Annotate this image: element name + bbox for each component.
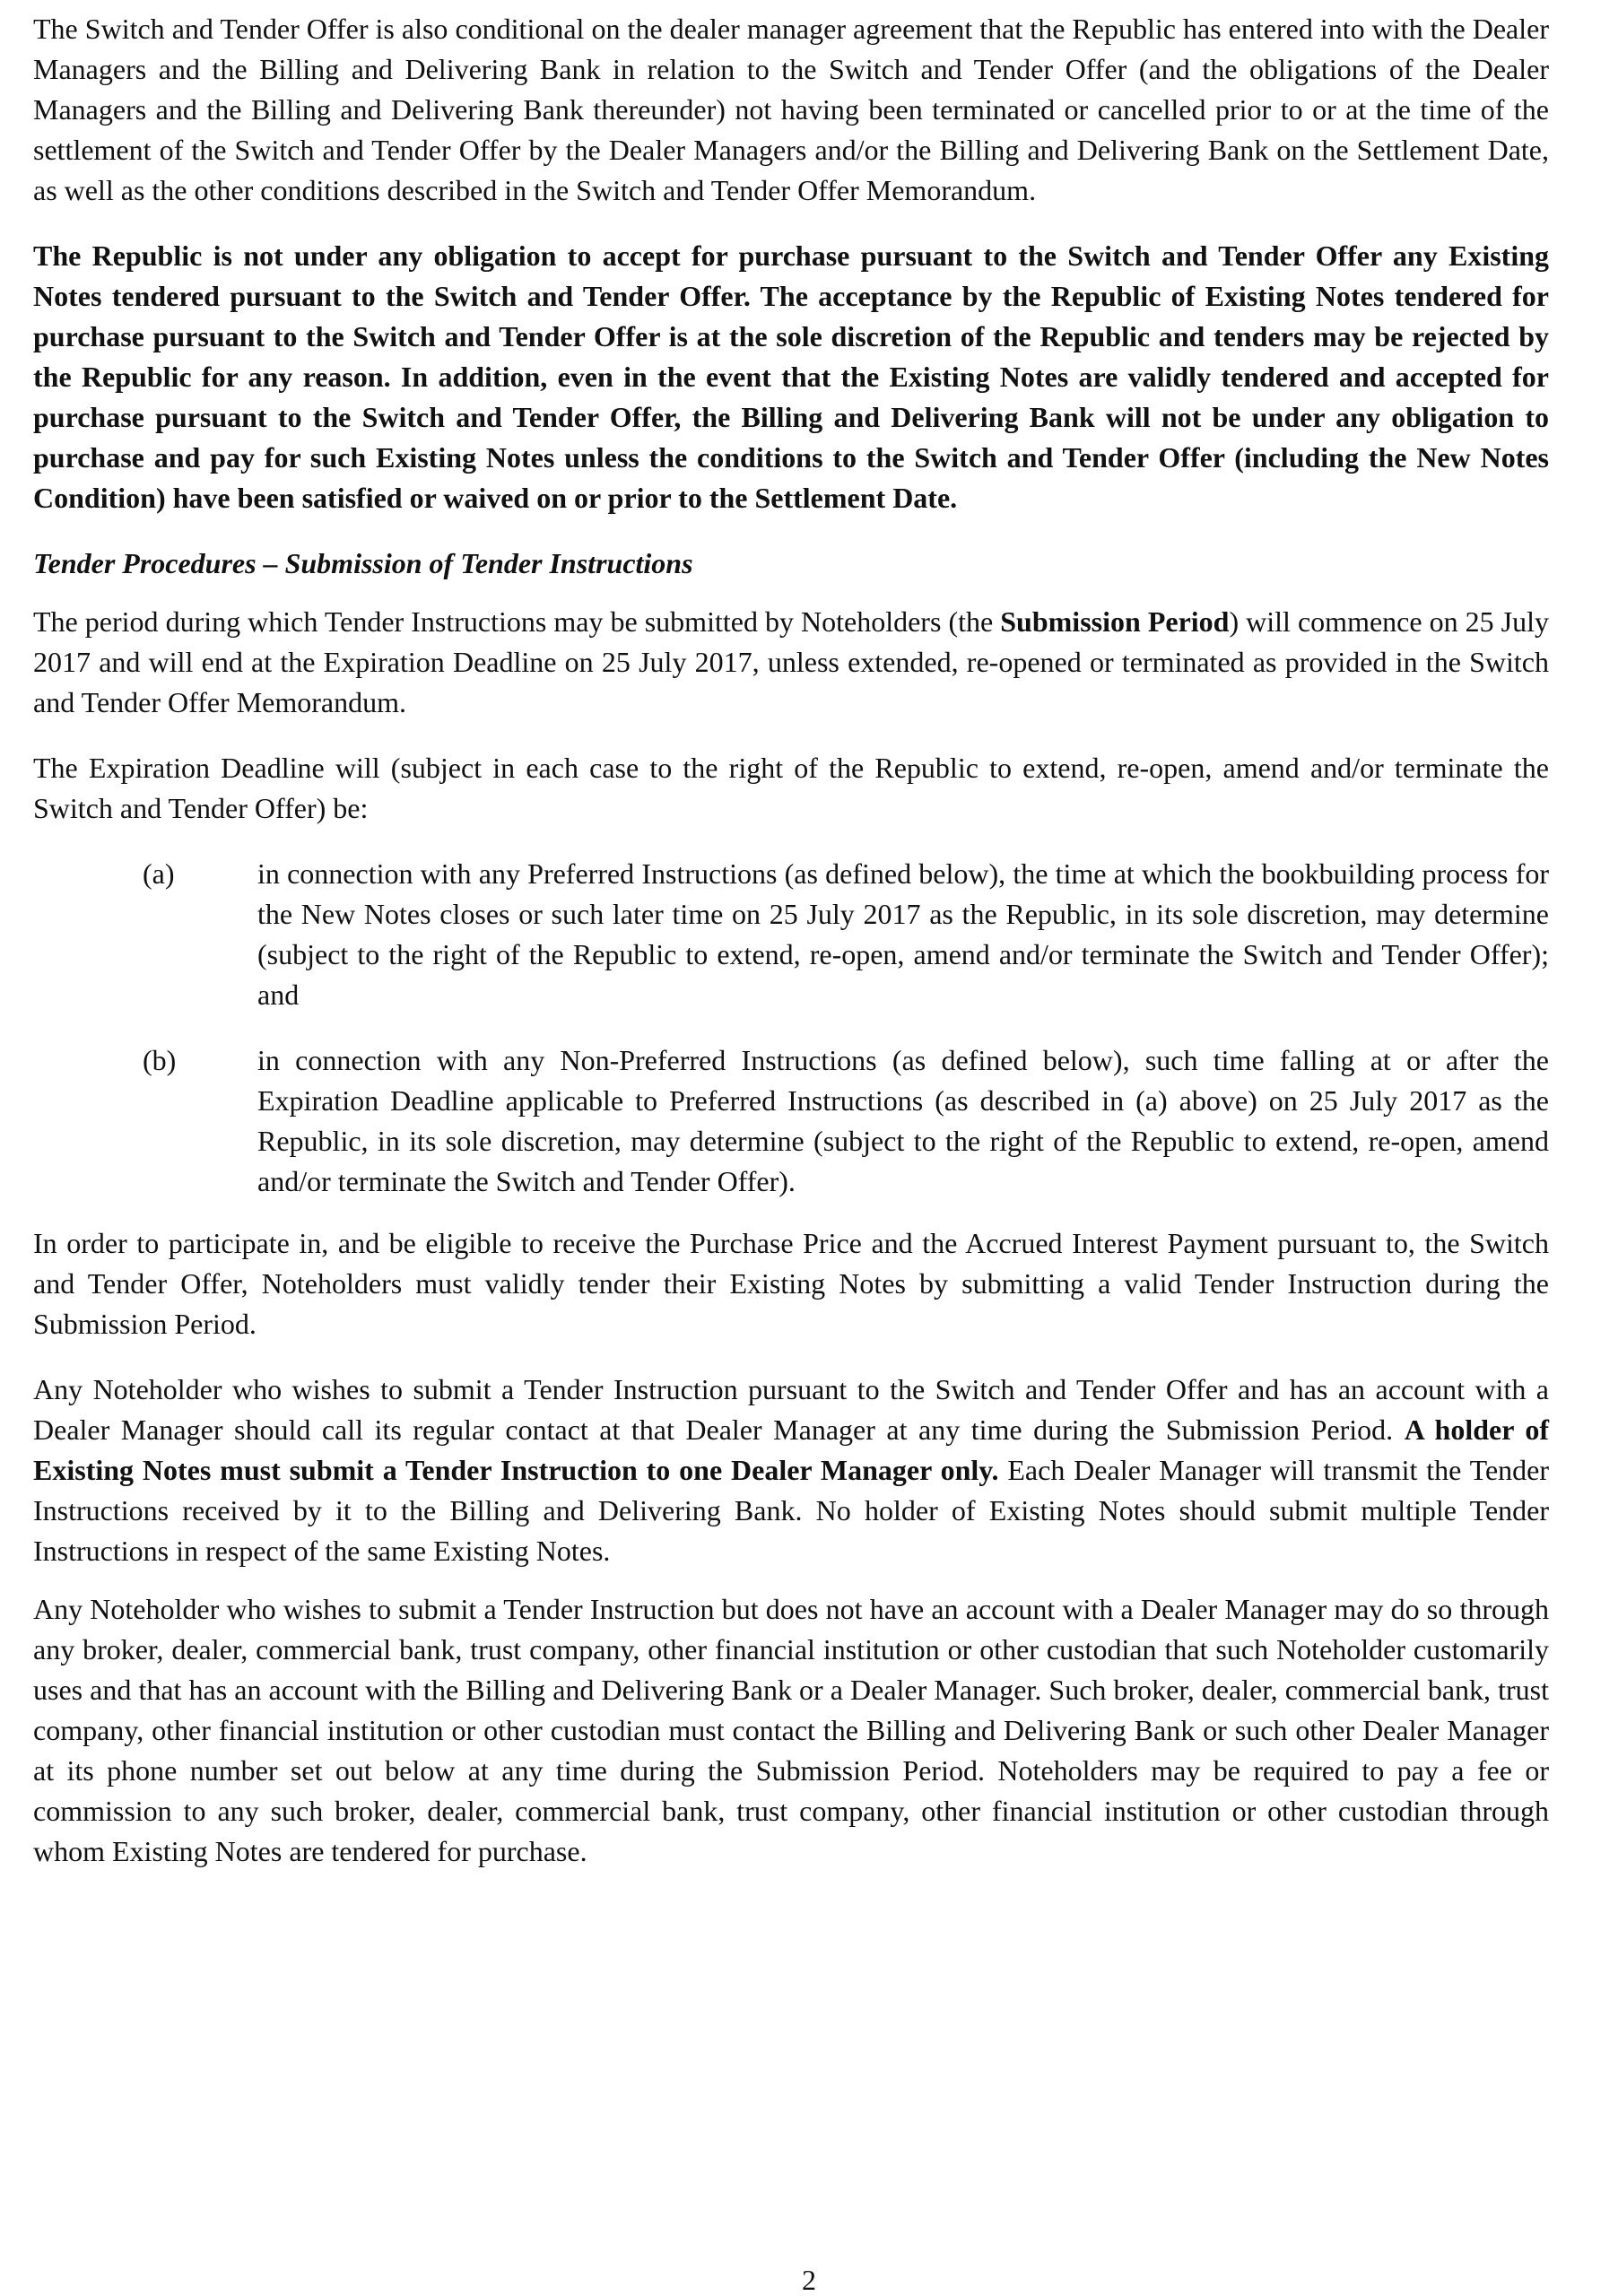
- list-text-b: in connection with any Non-Preferred Instructions (as defined below), such time falling at or after the Expiration Deadline applicable to Preferred Instructions (as described in (a) above) on 25 July 2017 as the Republic, in its sole discretion, may determine (subject to the right of the Republic to extend, re-open, amend and/or terminate the Switch and Tender Offer).: [257, 1044, 1549, 1197]
- paragraph-participation: In order to participate in, and be eligible to receive the Purchase Price and the Accrued Interest Payment pursuant to, the Switch and Tender Offer, Noteholders must validly tender their Existing Notes by submitting a valid Tender Instruction during the Submission Period.: [33, 1227, 1549, 1340]
- list-text-a: in connection with any Preferred Instructions (as defined below), the time at which the bookbuilding process for the New Notes closes or such later time on 25 July 2017 as the Republic, in its sole discretion, may determine (subject to the right of the Republic to extend, re-open, amend and/or terminate the Switch and Tender Offer); and: [257, 857, 1549, 1011]
- one-dealer-manager-notice: A holder of Existing Notes must submit a Tender Instruction to one Dealer Manager only.: [33, 1413, 1550, 1486]
- submission-period-term: Submission Period: [1000, 605, 1230, 638]
- paragraph-conditions: The Switch and Tender Offer is also conditional on the dealer manager agreement that the Republic has entered into with the Dealer Managers and the Billing and Delivering Bank in relation to the Switch and Tender Offer (and the obligations of the Dealer Managers and the Billing and Delivering Bank thereunder) not having been terminated or cancelled prior to or at the time of the settlement of the Switch and Tender Offer by the Dealer Managers and/or the Billing and Delivering Bank on the Settlement Date, as well as the other conditions described in the Switch and Tender Offer Memorandum.: [33, 13, 1549, 206]
- paragraph-expiration-deadline: The Expiration Deadline will (subject in each case to the right of the Republic to extend, re-open, amend and/or terminate the Switch and Tender Offer) be:: [33, 752, 1549, 824]
- paragraph-dealer-manager-contact: [33, 1370, 1549, 1571]
- paragraph-submission-period: [33, 602, 1549, 723]
- list-label-a: (a): [143, 857, 175, 890]
- page-number: 2: [802, 2264, 816, 2296]
- submission-period-text-after: ) will commence on 25 July 2017 and will end at the Expiration Deadline on 25 July 2017, unless extended, re-opened or terminated as provided in the Switch and Tender Offer Memorandum.: [33, 605, 1550, 718]
- list-item-a: [33, 854, 1549, 1015]
- submission-period-text-before: The period during which Tender Instructions may be submitted by Noteholders (the: [33, 605, 1001, 638]
- list-item-b: [33, 1040, 1549, 1202]
- dealer-contact-text-before: Any Noteholder who wishes to submit a Tender Instruction pursuant to the Switch and Tender Offer and has an account with a Dealer Manager should call its regular contact at that Dealer Manager at any time during the Submission Period.: [33, 1373, 1549, 1446]
- paragraph-no-obligation: The Republic is not under any obligation to accept for purchase pursuant to the Switch and Tender Offer any Existing Notes tendered pursuant to the Switch and Tender Offer. The acceptance by the Republic of Existing Notes tendered for purchase pursuant to the Switch and Tender Offer is at the sole discretion of the Republic and tenders may be rejected by the Republic for any reason. In addition, even in the event that the Existing Notes are validly tendered and accepted for purchase pursuant to the Switch and Tender Offer, the Billing and Delivering Bank will not be under any obligation to purchase and pay for such Existing Notes unless the conditions to the Switch and Tender Offer (including the New Notes Condition) have been satisfied or waived on or prior to the Settlement Date.: [33, 239, 1549, 514]
- paragraph-no-account: Any Noteholder who wishes to submit a Tender Instruction but does not have an account with a Dealer Manager may do so through any broker, dealer, commercial bank, trust company, other financial institution or other custodian that such Noteholder customarily uses and that has an account with the Billing and Delivering Bank or a Dealer Manager. Such broker, dealer, commercial bank, trust company, other financial institution or other custodian must contact the Billing and Delivering Bank or such other Dealer Manager at its phone number set out below at any time during the Submission Period. Noteholders may be required to pay a fee or commission to any such broker, dealer, commercial bank, trust company, other financial institution or other custodian through whom Existing Notes are tendered for purchase.: [33, 1593, 1549, 1867]
- section-heading: Tender Procedures – Submission of Tender Instructions: [33, 547, 693, 579]
- document-page: [33, 9, 1549, 1872]
- dealer-contact-text-after: Each Dealer Manager will transmit the Tender Instructions received by it to the Billing and Delivering Bank. No holder of Existing Notes should submit multiple Tender Instructions in respect of the same Existing Notes.: [33, 1454, 1550, 1567]
- list-label-b: (b): [143, 1044, 177, 1076]
